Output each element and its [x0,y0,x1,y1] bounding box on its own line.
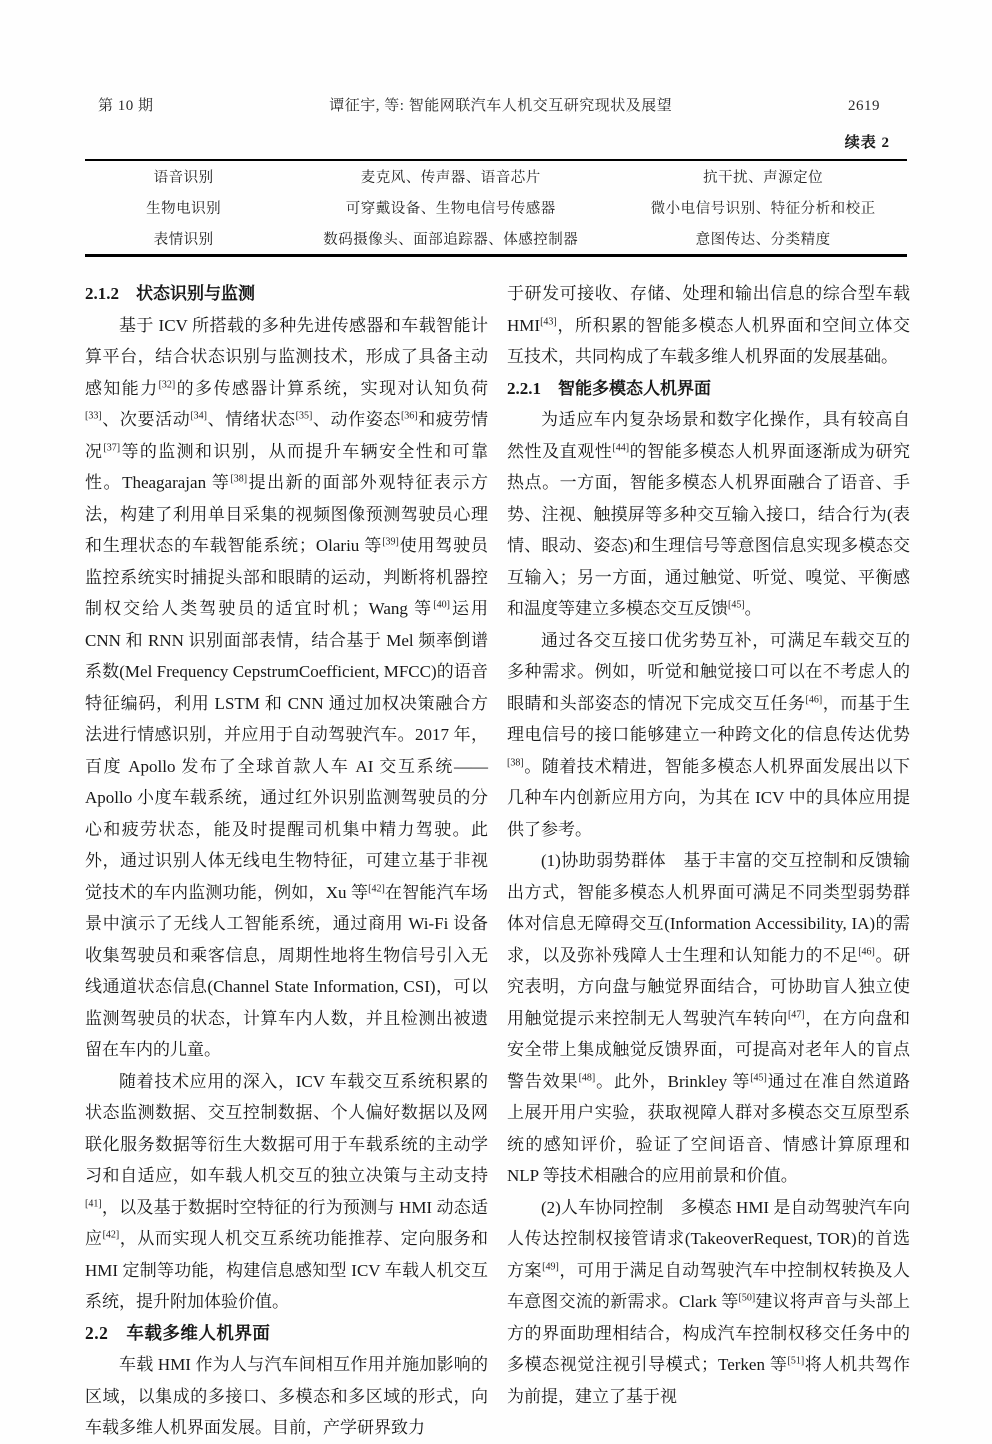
table-cell-modality: 语音识别 [153,170,214,186]
table-row [85,192,907,223]
section-heading-2-2-1: 2.2.1 智能多模态人机界面 [507,378,711,398]
paragraph-state-recognition: 基于 ICV 所搭载的多种先进传感器和车载智能计算平台，结合状态识别与监测技术，形成了具备主动感知能力[32]的多传感器计算系统，实现对认知负荷[33]、次要活动[34]、情绪状态[35]、动作姿态[36]和疲劳情况[37]等的监测和识别，从而提升车辆安全性和可靠性。Theagarajan 等[38]提出新的面部外观特征表示方法，构建了利用单目采集的视频图像预测驾驶员心理和生理状态的车载智能系统；Olariu 等[39]使用驾驶员监控系统实时捕捉头部和眼睛的运动，判断将机器控制权交给人类驾驶员的适宜时机；Wang 等[40]运用 CNN 和 RNN 识别面部表情，结合基于 Mel 频率倒谱系数(Mel Frequency CepstrumCoefficient, MFCC)的语音特征编码，利用 LSTM 和 CNN 通过加权决策融合方法进行情感识别，并应用于自动驾驶汽车。2017 年，百度 Apollo 发布了全球首款人车 AI 交互系统——Apollo 小度车载系统，通过红外识别监测驾驶员的分心和疲劳状态，能及时提醒司机集中精力驾驶。此外，通过识别人体无线电生物特征，可建立基于非视觉技术的车内监测功能，例如，Xu 等[42]在智能汽车场景中演示了无线人工智能系统，通过商用 Wi-Fi 设备收集驾驶员和乘客信息，周期性地将生物信号引入无线通道状态信息(Channel State Information, CSI)，可以监测驾驶员的状态，计算车内人数，并且检测出被遗留在车内的儿童。 [85,315,489,1059]
running-head-title: 谭征宇, 等: 智能网联汽车人机交互研究现状及展望 [329,98,673,114]
left-column [85,278,488,1444]
paragraph-interface-complementarity: 通过各交互接口优劣势互补，可满足车载交互的多种需求。例如，听觉和触觉接口可以在不考虑人的眼睛和头部姿态的情况下完成交互任务[46]，而基于生理电信号的接口能够建立一种跨文化的信息传达优势[38]。随着技术精进，智能多模态人机界面发展出以下几种车内创新应用方向，为其在 ICV 中的具体应用提供了参考。 [507,630,911,839]
table-cell-features: 意图传达、分类精度 [695,232,831,248]
running-head-page-number: 2619 [848,98,880,114]
paragraph-assisting-vulnerable-groups: (1)协助弱势群体 基于丰富的交互控制和反馈输出方式，智能多模态人机界面可满足不同类型弱势群体对信息无障碍交互(Information Accessibility, IA)的需求，以及弥补残障人士生理和认知能力的不足[46]。研究表明，方向盘与触觉界面结合，可协助盲人独立使用触觉提示来控制无人驾驶汽车转向[47]，在方向盘和安全带上集成触觉反馈界面，可提高对老年人的盲点警告效果[48]。此外，Brinkley 等[45]通过在准自然道路上展开用户实验，获取视障人群对多模态交互原型系统的感知评价，验证了空间语音、情感计算原理和 NLP 等技术相融合的应用前景和价值。 [507,851,911,1185]
table-cell-features: 微小电信号识别、特征分析和校正 [650,201,876,217]
table-cell-devices: 可穿戴设备、生物电信号传感器 [345,201,556,217]
table-cell-modality: 生物电识别 [146,201,222,217]
section-heading-2-2: 2.2 车载多维人机界面 [85,1322,271,1343]
paragraph-multimodal-overview: 为适应车内复杂场景和数字化操作，具有较高自然性及直观性[44]的智能多模态人机界面逐渐成为研究热点。一方面，智能多模态人机界面融合了语音、手势、注视、触摸屏等多种交互输入接口，结合行为(表情、眼动、姿态)和生理信号等意图信息实现多模态交互输入；另一方面，通过触觉、听觉、嗅觉、平衡感和温度等建立多模态交互反馈[45]。 [507,410,911,618]
sensor-table [85,159,907,257]
table-cell-modality: 表情识别 [153,232,214,248]
running-head [98,0,880,115]
table-cell-devices: 数码摄像头、面部追踪器、体感控制器 [323,232,579,248]
right-column [507,278,910,1444]
paragraph-hmi-intro-continued: 于研发可接收、存储、处理和输出信息的综合型车载 HMI[43]，所积累的智能多模态人机界面和空间立体交互技术，共同构成了车载多维人机界面的发展基础。 [507,284,910,366]
table-cell-features: 抗干扰、声源定位 [703,170,824,186]
section-heading-2-1-2: 2.1.2 状态识别与监测 [85,284,255,303]
table-row [85,160,907,192]
paragraph-human-vehicle-cooperative-control: (2)人车协同控制 多模态 HMI 是自动驾驶汽车向人传达控制权接管请求(TakeoverRequest, TOR)的首选方案[49]，可用于满足自动驾驶汽车中控制权转换及人车意图交流的新需求。Clark 等[50]建议将声音与头部上方的界面助理相结合，构成汽车控制权移交任务中的多模态视觉注视引导模式；Terken 等[51]将人机共驾作为前提，建立了基于视 [507,1197,911,1406]
paragraph-derived-big-data: 随着技术应用的深入，ICV 车载交互系统积累的状态监测数据、交互控制数据、个人偏好数据以及网联化服务数据等衍生大数据可用于车载系统的主动学习和自适应，如车载人机交互的独立决策与主动支持[41]，以及基于数据时空特征的行为预测与 HMI 动态适应[42]，从而实现人机交互系统功能推荐、定向服务和 HMI 定制等功能，构建信息感知型 ICV 车载人机交互系统，提升附加体验价值。 [85,1071,489,1311]
continuation-table-label: 续表 2 [844,135,890,151]
table-row [85,223,907,256]
body-columns [85,278,910,1444]
running-head-issue: 第 10 期 [98,98,154,114]
paragraph-hmi-intro: 车载 HMI 作为人与汽车间相互作用并施加影响的区域，以集成的多接口、多模态和多区域的形式，向车载多维人机界面发展。目前，产学研界致力 [85,1355,488,1437]
table-cell-devices: 麦克风、传声器、语音芯片 [360,170,541,186]
